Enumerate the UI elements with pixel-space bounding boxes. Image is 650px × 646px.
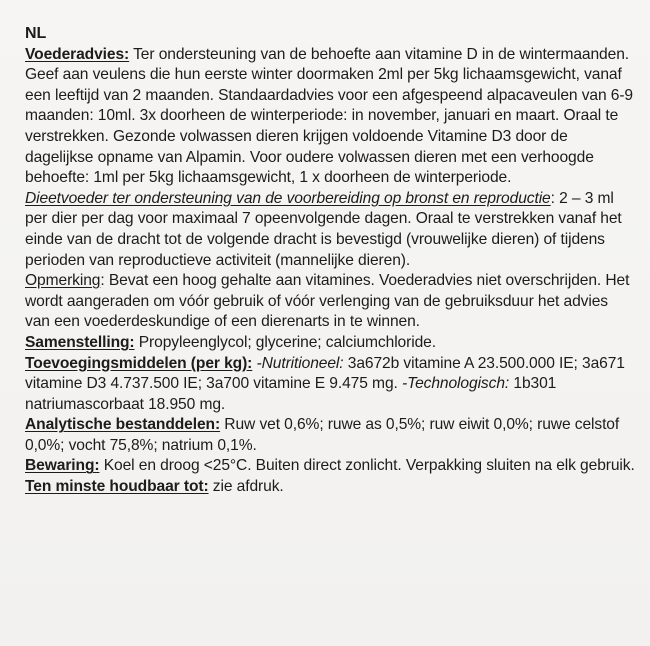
analytical-heading: Analytische bestanddelen:	[25, 416, 221, 434]
additives-technological-label: -Technologisch:	[397, 375, 510, 393]
storage-section	[25, 456, 637, 477]
analytical-section	[25, 415, 637, 456]
storage-heading: Bewaring:	[25, 457, 100, 475]
feeding-advice-text: Ter ondersteuning van de behoefte aan vitamine D in de wintermaanden. Geef aan veulens die hun eerste winter doormaken 2ml per 5kg lichaamsgewicht, vanaf een leeftijd van 2 maanden. Standaardadvies voor een afgespeend alpacaveulen van 6-9 maanden: 10ml. 3x doorheen de winterperiode: in november, januari en maart. Oraal te verstrekken. Gezonde volwassen dieren krijgen voldoende Vitamine D3 door de dagelijkse opname van Alpamin. Voor oudere volwassen dieren met een verhoogde behoefte: 1ml per 5kg lichaamsgewicht, 1 x doorheen de winterperiode.	[25, 45, 634, 187]
diet-feed-heading: Dieetvoeder ter ondersteuning van de voorbereiding op bronst en reproductie	[25, 189, 551, 207]
best-before-text: zie afdruk.	[208, 478, 284, 496]
remark-text: : Bevat een hoog gehalte aan vitamines. Voederadvies niet overschrijden. Het wordt aangeraden om vóór gebruik of vóór verlenging van de gebruiksduur het advies van een voederdeskundige of een dierenarts in te winnen.	[25, 272, 630, 331]
additives-nutritional-text: 3a672b vitamine A 23.500.000 IE; 3a671 vitamine D3 4.737.500 IE; 3a700 vitamine E 9.475 mg.	[25, 354, 625, 393]
feeding-advice-heading: Voederadvies:	[25, 45, 130, 63]
best-before-section	[25, 477, 637, 498]
diet-feed-text: : 2 – 3 ml per dier per dag voor maximaal 7 opeenvolgende dagen. Oraal te verstrekken vanaf het einde van de dracht tot de volgende dracht is bevestigd (vrouwelijke dieren) of tijdens perioden van reproductieve activiteit (mannelijke dieren).	[25, 189, 622, 269]
additives-section	[25, 354, 637, 416]
composition-text: Propyleenglycol; glycerine; calciumchloride.	[134, 333, 436, 351]
additives-nutritional-label: -Nutritioneel:	[252, 354, 344, 372]
composition-heading: Samenstelling:	[25, 333, 135, 351]
additives-heading: Toevoegingsmiddelen (per kg):	[25, 354, 253, 372]
language-code: NL	[25, 25, 47, 42]
feeding-advice-section	[25, 45, 637, 189]
additives-technological-text: 1b301 natriumascorbaat 18.950 mg.	[25, 375, 557, 413]
remark-section	[25, 271, 637, 333]
label-text-block	[25, 24, 637, 498]
composition-section	[25, 333, 637, 354]
best-before-heading: Ten minste houdbaar tot:	[25, 478, 209, 496]
storage-text: Koel en droog <25°C. Buiten direct zonlicht. Verpakking sluiten na elk gebruik.	[99, 457, 635, 475]
analytical-text: Ruw vet 0,6%; ruwe as 0,5%; ruw eiwit 0,0%; ruwe celstof 0,0%; vocht 75,8%; natrium 0,1%.	[25, 416, 620, 454]
diet-feed-section	[25, 189, 637, 271]
remark-heading: Opmerking	[25, 272, 101, 290]
